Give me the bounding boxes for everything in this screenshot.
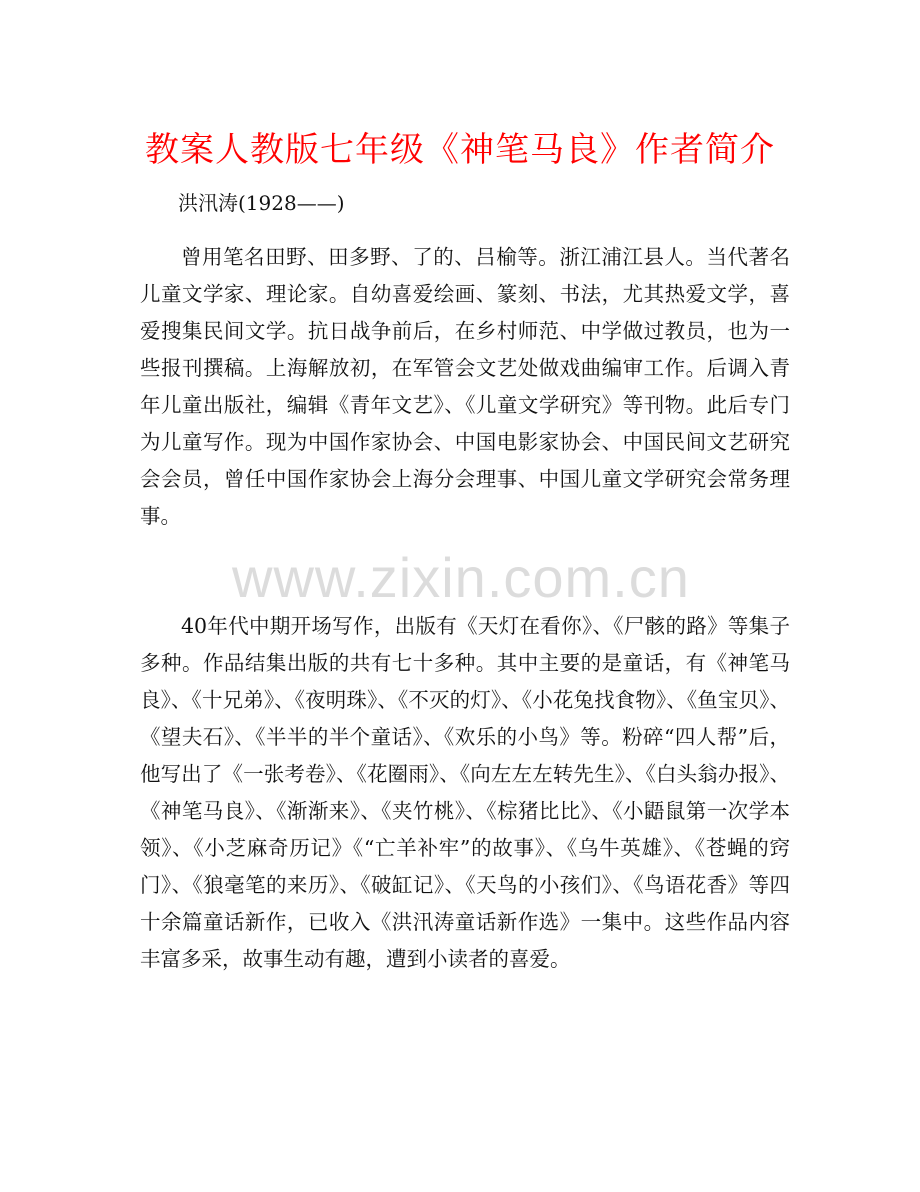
document-title: 教案人教版七年级《神笔马良》作者简介: [145, 130, 775, 170]
watermark-text: www.zixin.com.cn: [232, 546, 690, 609]
paragraph-works: 40年代中期开场写作，出版有《天灯在看你》、《尸骸的路》等集子多种。作品结集出版的共有七十多种。其中主要的是童话，有《神笔马良》、《十兄弟》、《夜明珠》、《不灭的灯》、《小花兔找食物》、《鱼宝贝》、《望夫石》、《半半的半个童话》、《欢乐的小鸟》等。粉碎“四人帮”后，他写出了《一张考卷》、《花圈雨》、《向左左左转先生》、《白头翁办报》、《神笔马良》、《渐渐来》、《夹竹桃》、《棕猪比比》、《小鼯鼠第一次学本领》、《小芝麻奇历记》《“亡羊补牢”的故事》、《乌牛英雄》、《苍蝇的窍门》、《狼毫笔的来历》、《破缸记》、《天鸟的小孩们》、《鸟语花香》等四十余篇童话新作，已收入《洪汛涛童话新作选》一集中。这些作品内容丰富多采，故事生动有趣，遭到小读者的喜爱。: [140, 614, 790, 971]
paragraph-biography: 曾用笔名田野、田多野、了的、吕榆等。浙江浦江县人。当代著名儿童文学家、理论家。自幼喜爱绘画、篆刻、书法，尤其热爱文学，喜爱搜集民间文学。抗日战争前后，在乡村师范、中学做过教员，也为一些报刊撰稿。上海解放初，在军管会文艺处做戏曲编审工作。后调入青年儿童出版社，编辑《青年文艺》、《儿童文学研究》等刊物。此后专门为儿童写作。现为中国作家协会、中国电影家协会、中国民间文艺研究会会员，曾任中国作家协会上海分会理事、中国儿童文学研究会常务理事。: [140, 245, 790, 528]
author-name-line: 洪汛涛(1928——): [178, 191, 345, 215]
